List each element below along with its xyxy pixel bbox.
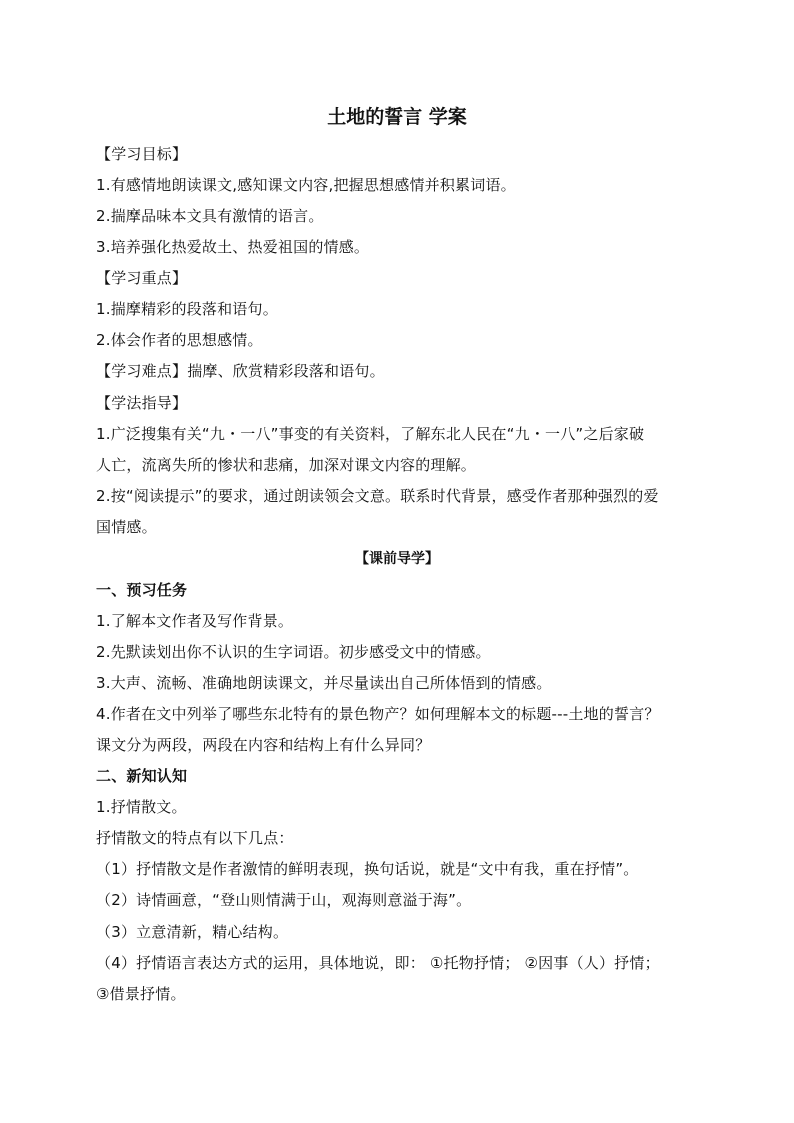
text-line: （4）抒情语言表达方式的运用，具体地说，即： ①托物抒情； ②因事（人）抒情；: [96, 954, 660, 972]
text-line: （2）诗情画意，“登山则情满于山，观海则意溢于海”。: [96, 891, 472, 909]
text-line: 2.按“阅读提示”的要求，通过朗读领会文意。联系时代背景，感受作者那种强烈的爱: [96, 487, 659, 505]
section-heading-method-guide: 【学法指导】: [96, 394, 188, 412]
document-title: 土地的誓言 学案: [327, 106, 467, 128]
text-line: 1.广泛搜集有关“九・一八”事变的有关资料，了解东北人民在“九・一八”之后家破: [96, 425, 645, 443]
text-line: 2.先默读划出你不认识的生字词语。初步感受文中的情感。: [96, 643, 491, 661]
text-line: （1）抒情散文是作者激情的鲜明表现，换句话说，就是“文中有我，重在抒情”。: [96, 860, 639, 878]
text-line: 3.大声、流畅、准确地朗读课文，并尽量读出自己所体悟到的情感。: [96, 674, 552, 692]
subheading-new-knowledge: 二、新知认知: [96, 767, 188, 785]
section-heading-difficulties: 【学习难点】揣摩、欣赏精彩段落和语句。: [96, 362, 385, 380]
text-line: 2.体会作者的思想感情。: [96, 331, 263, 349]
text-line: 1.抒情散文。: [96, 798, 187, 816]
text-line: 2.揣摩品味本文具有激情的语言。: [96, 207, 324, 225]
text-line: 人亡，流离失所的惨状和悲痛，加深对课文内容的理解。: [96, 456, 477, 474]
section-heading-key-points: 【学习重点】: [96, 269, 188, 287]
subheading-preview-tasks: 一、预习任务: [96, 581, 188, 599]
text-line: 国情感。: [96, 518, 157, 536]
section-heading-learning-goals: 【学习目标】: [96, 145, 188, 163]
text-line: 1.了解本文作者及写作背景。: [96, 612, 294, 630]
text-line: ③借景抒情。: [96, 985, 186, 1003]
section-heading-pre-class: 【课前导学】: [355, 551, 439, 567]
text-line: 1.揣摩精彩的段落和语句。: [96, 300, 278, 318]
text-line: 课文分为两段，两段在内容和结构上有什么异同？: [96, 736, 431, 754]
text-line: 1.有感情地朗读课文,感知课文内容,把握思想感情并积累词语。: [96, 176, 516, 194]
text-line: 4.作者在文中列举了哪些东北特有的景色物产？如何理解本文的标题---土地的誓言？: [96, 705, 660, 723]
text-line: 抒情散文的特点有以下几点：: [96, 829, 294, 847]
text-line: （3）立意清新，精心结构。: [96, 923, 289, 941]
text-line: 3.培养强化热爱故土、热爱祖国的情感。: [96, 238, 370, 256]
